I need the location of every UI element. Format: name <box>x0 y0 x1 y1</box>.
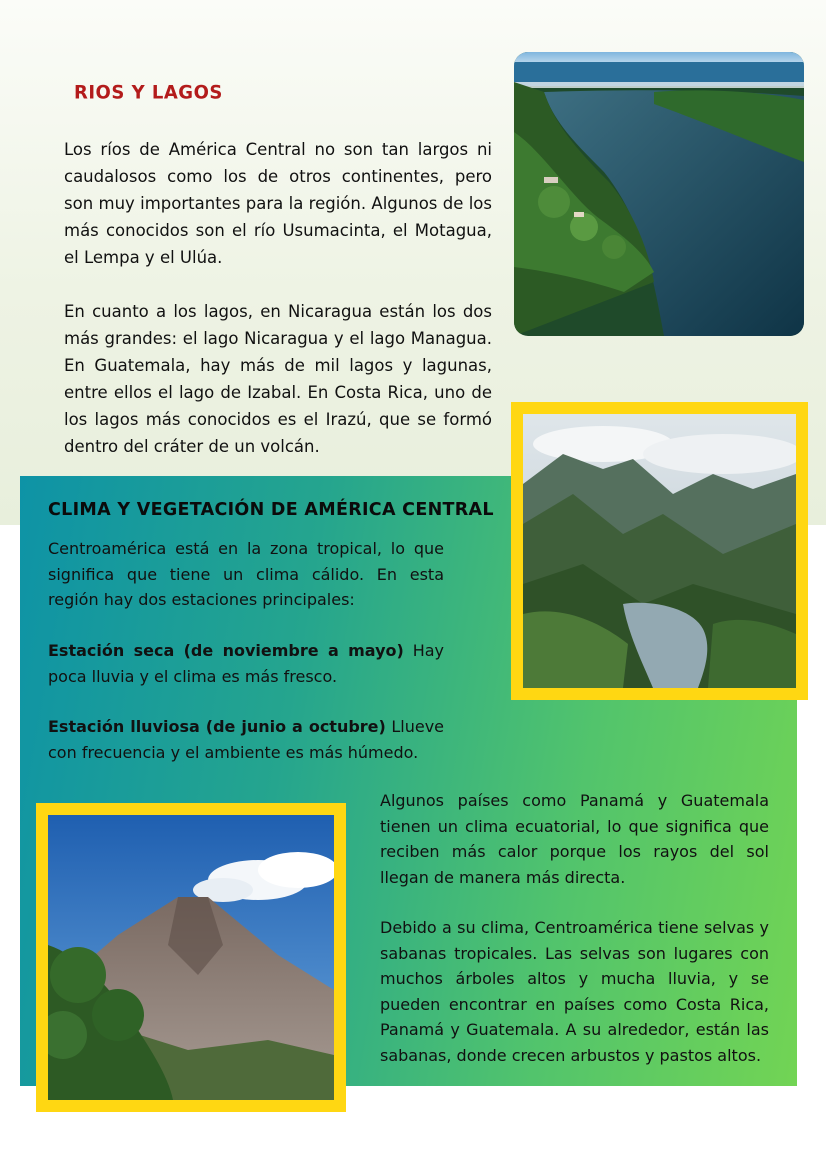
rainy-season <box>48 714 444 765</box>
rivers-paragraph: Los ríos de América Central no son tan largos ni caudalosos como los de otros continentes, pero son muy importantes para la región. Algunos de los más conocidos son el río Usumacinta, el Motagua, el Lempa y el Ulúa. <box>64 140 492 267</box>
dry-season-label: Estación seca (de noviembre a mayo) <box>48 641 404 660</box>
dry-season <box>48 638 444 689</box>
rainy-season-text: Llueve con frecuencia y el ambiente es más húmedo. <box>48 717 444 762</box>
lakes-paragraph: En cuanto a los lagos, en Nicaragua están los dos más grandes: el lago Nicaragua y el lago Managua. En Guatemala, hay más de mil lagos y lagunas, entre ellos el lago de Izabal. En Costa Rica, uno de los lagos más conocidos es el Irazú, que se formó dentro del cráter de un volcán. <box>64 302 492 456</box>
rivers-title: RIOS Y LAGOS <box>74 81 223 104</box>
climate-title: CLIMA Y VEGETACIÓN DE AMÉRICA CENTRAL <box>48 500 494 520</box>
volcano-photo <box>36 803 346 1112</box>
vegetation-paragraph: Debido a su clima, Centroamérica tiene selvas y sabanas tropicales. Las selvas son lugares con muchos árboles altos y mucha lluvia, y se pueden encontrar en países como Costa Rica, Panamá y Guatemala. A su alrededor, están las sabanas, donde crecen arbustos y pastos altos. <box>380 918 769 1065</box>
equatorial-paragraph: Algunos países como Panamá y Guatemala tienen un clima ecuatorial, lo que significa que reciben más calor porque los rayos del sol llegan de manera más directa. <box>380 791 769 887</box>
climate-intro: Centroamérica está en la zona tropical, lo que significa que tiene un clima cálido. En esta región hay dos estaciones principales: <box>48 539 444 609</box>
river-photo <box>514 52 804 336</box>
mountain-lake-photo <box>511 402 808 700</box>
rainy-season-label: Estación lluviosa (de junio a octubre) <box>48 717 386 736</box>
dry-season-text: Hay poca lluvia y el clima es más fresco. <box>48 641 444 686</box>
